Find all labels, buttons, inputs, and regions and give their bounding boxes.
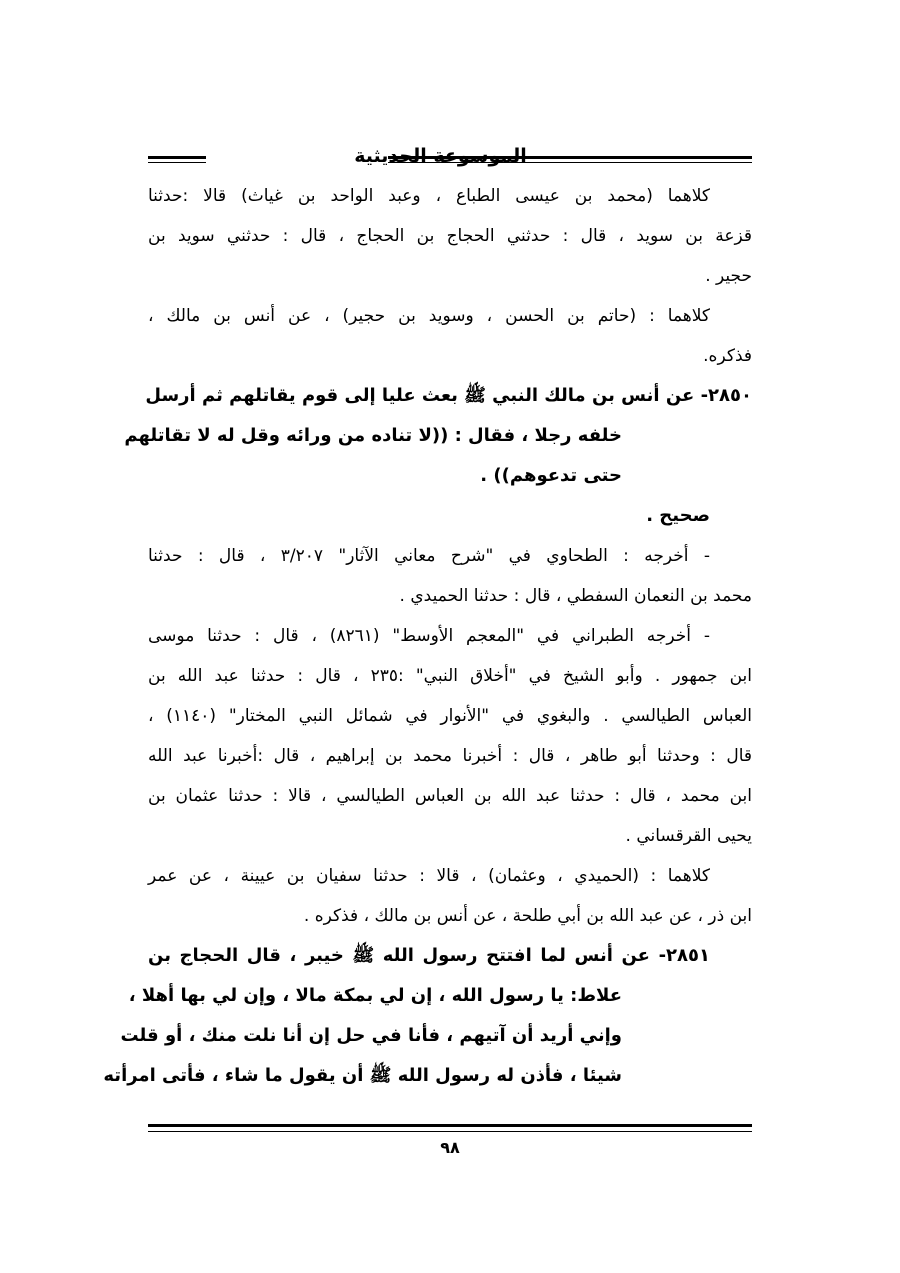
text-line-content: - أخرجه الطبراني في "المعجم الأوسط" (٨٢٦١) ، قال : حدثنا موسى — [148, 626, 710, 646]
text-line — [148, 256, 752, 296]
text-line — [148, 176, 752, 216]
text-line-content: خلفه رجلا ، فقال : ((لا تناده من ورائه وقل له لا تقاتلهم — [124, 425, 622, 446]
text-line-content: وإني أريد أن آتيهم ، فأنا في حل إن أنا نلت منك ، أو قلت — [120, 1025, 622, 1046]
page-body-text — [103, 176, 753, 1096]
text-line-content: فذكره. — [703, 346, 752, 366]
text-line — [148, 496, 752, 536]
text-line — [148, 736, 752, 776]
text-line — [148, 896, 752, 936]
text-line-content: ٢٨٥١- عن أنس لما افتتح رسول الله ﷺ خيبر ، قال الحجاج بن — [148, 945, 710, 966]
text-line — [148, 656, 752, 696]
text-line — [148, 776, 752, 816]
text-line-content: صحيح . — [646, 505, 710, 526]
text-line — [120, 1016, 752, 1056]
footer-rule — [148, 1124, 752, 1127]
text-line-content: ابن ذر ، عن عبد الله بن أبي طلحة ، عن أنس بن مالك ، فذكره . — [303, 906, 752, 926]
text-line — [145, 376, 752, 416]
text-line — [148, 816, 752, 856]
text-line-content: - أخرجه : الطحاوي في "شرح معاني الآثار" ٣/٢٠٧ ، قال : حدثنا — [148, 546, 710, 566]
text-line — [148, 936, 752, 976]
text-line — [148, 456, 752, 496]
text-line — [148, 216, 752, 256]
text-line — [148, 336, 752, 376]
header-rule-left — [148, 156, 206, 159]
text-line — [148, 696, 752, 736]
text-line-content: ابن جمهور . وأبو الشيخ في "أخلاق النبي" :٢٣٥ ، قال : حدثنا عبد الله بن — [148, 666, 753, 686]
header-title: الموسوعة الحديثية — [354, 145, 527, 167]
text-line-content: كلاهما : (الحميدي ، وعثمان) ، قالا : حدثنا سفيان بن عيينة ، عن عمر — [148, 866, 710, 886]
running-header — [148, 140, 752, 174]
text-line-content: حتى تدعوهم)) . — [480, 465, 622, 486]
text-line — [148, 576, 752, 616]
text-line — [124, 416, 752, 456]
text-line-content: ابن محمد ، قال : حدثنا عبد الله بن العباس الطيالسي ، قالا : حدثنا عثمان بن — [148, 786, 752, 806]
page-number: ٩٨ — [440, 1138, 460, 1157]
text-line — [148, 856, 752, 896]
text-line-content: يحيى القرقساني . — [625, 826, 752, 846]
text-line — [148, 536, 752, 576]
text-line — [103, 1056, 752, 1096]
text-line-content: قزعة بن سويد ، قال : حدثني الحجاج بن الحجاج ، قال : حدثني سويد بن — [148, 226, 752, 246]
text-line — [128, 976, 752, 1016]
text-line-content: قال : وحدثنا أبو طاهر ، قال : أخبرنا محمد بن إبراهيم ، قال :أخبرنا عبد الله — [148, 746, 752, 766]
text-line-content: العباس الطيالسي . والبغوي في "الأنوار في شمائل النبي المختار" (١١٤٠) ، — [148, 706, 752, 726]
text-line-content: علاط: يا رسول الله ، إن لي بمكة مالا ، وإن لي بها أهلا ، — [128, 985, 622, 1006]
text-line-content: ٢٨٥٠- عن أنس بن مالك النبي ﷺ بعث عليا إلى قوم يقاتلهم ثم أرسل — [145, 385, 752, 406]
text-line — [148, 616, 752, 656]
header-rule-right — [388, 156, 752, 159]
text-line-content: كلاهما (محمد بن عيسى الطباع ، وعبد الواحد بن غياث) قالا :حدثنا — [148, 186, 710, 206]
text-line-content: حجير . — [705, 266, 752, 286]
text-line-content: كلاهما : (حاتم بن الحسن ، وسويد بن حجير) ، عن أنس بن مالك ، — [148, 306, 710, 326]
text-line-content: شيئا ، فأذن له رسول الله ﷺ أن يقول ما شاء ، فأتى امرأته — [103, 1065, 622, 1086]
text-line-content: محمد بن النعمان السفطي ، قال : حدثنا الحميدي . — [399, 586, 752, 606]
text-line — [148, 296, 752, 336]
